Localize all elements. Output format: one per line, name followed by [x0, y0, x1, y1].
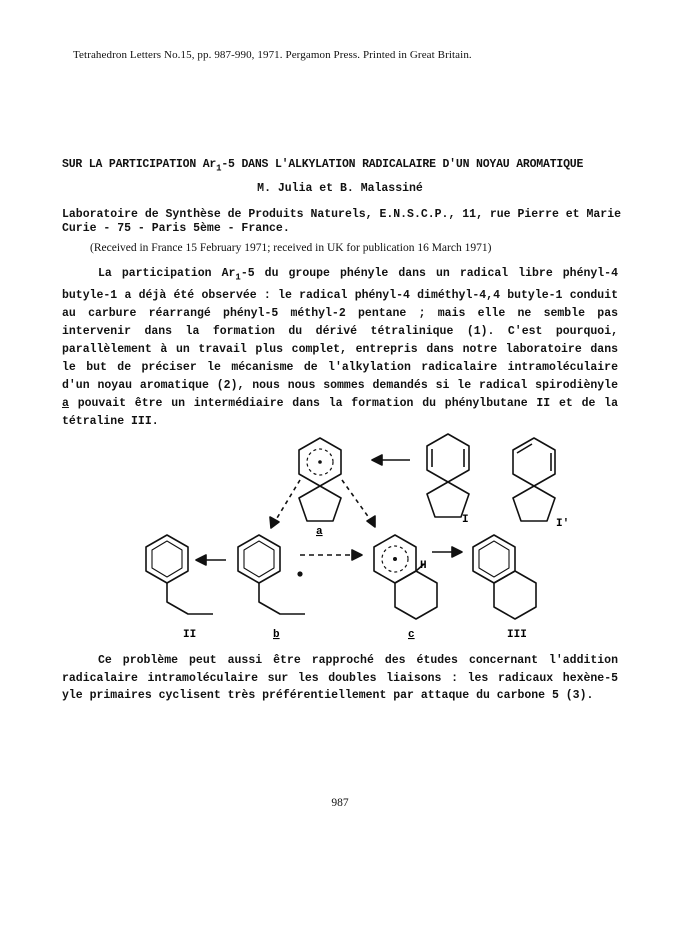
journal-citation: Tetrahedron Letters No.15, pp. 987-990, 1971. Pergamon Press. Printed in Great Britain. [73, 49, 472, 61]
label-I-prime: I' [556, 518, 570, 530]
para1-text-b: -5 du groupe phényle dans un radical libre phényl-4 butyle-1 a déjà été observée : le radical phényl-4 diméthyl-4,4 butyle-1 conduit au carbure réarrangé phényl-5 méthyl-2 pentane ; mais elle ne semble pas intervenir dans la formation du dérivé tétralinique (1). C'est pourquoi, parallèlement à un travail plus complet, entrepris dans notre laboratoire dans le but de préciser le mécanisme de l'alkylation radicalaire intramoléculaire d'un noyau aromatique (2), nous nous sommes demandés si le radical spirodiènyle [62, 267, 618, 392]
title-part-1: SUR LA PARTICIPATION Ar [62, 158, 217, 171]
paragraph-2 [62, 652, 618, 705]
label-b: b [273, 629, 280, 641]
page-number: 987 [331, 797, 349, 809]
radical-b-structure [238, 535, 305, 614]
compound-I-prime-structure [513, 438, 555, 521]
label-III: III [507, 629, 527, 641]
authors: M. Julia et B. Malassiné [257, 182, 423, 195]
label-a: a [316, 526, 323, 538]
label-II: II [183, 629, 197, 641]
received-dates: (Received in France 15 February 1971; received in UK for publication 16 March 1971) [90, 242, 492, 254]
radical-a-structure [299, 438, 341, 521]
para1-subscript: 1 [235, 272, 241, 283]
label-H: H [420, 560, 427, 572]
para2-text: Ce problème peut aussi être rapproché des études concernant l'addition radicalaire intramoléculaire sur les doubles liaisons : les radicaux hexène-5 yle primaires cyclisent très préférentiellement par attaque du carbone 5 (3). [62, 654, 618, 702]
label-I: I [462, 514, 469, 526]
para1-label-a: a [62, 396, 69, 410]
arrow-a-to-c [342, 480, 375, 527]
compound-II-structure [146, 535, 213, 614]
compound-I-structure [427, 434, 469, 517]
radical-c-structure [374, 535, 437, 619]
arrow-I-to-a [372, 455, 410, 465]
label-c: c [408, 629, 415, 641]
para1-text-c: pouvait être un intermédiaire dans la formation du phénylbutane II et de la tétraline III. [62, 396, 618, 428]
arrow-c-to-III [432, 547, 462, 557]
compound-III-structure [473, 535, 536, 619]
title-subscript: 1 [216, 163, 222, 174]
affiliation: Laboratoire de Synthèse de Produits Naturels, E.N.S.C.P., 11, rue Pierre et Marie Curie - 75 - Paris 5ème - France. [62, 208, 621, 235]
arrow-b-to-c [300, 550, 362, 560]
arrow-a-to-b [270, 480, 300, 528]
title-part-2: -5 DANS L'ALKYLATION RADICALAIRE D'UN NOYAU AROMATIQUE [221, 158, 584, 171]
arrow-b-to-II [196, 555, 226, 565]
para1-text-a: La participation Ar [98, 267, 236, 280]
